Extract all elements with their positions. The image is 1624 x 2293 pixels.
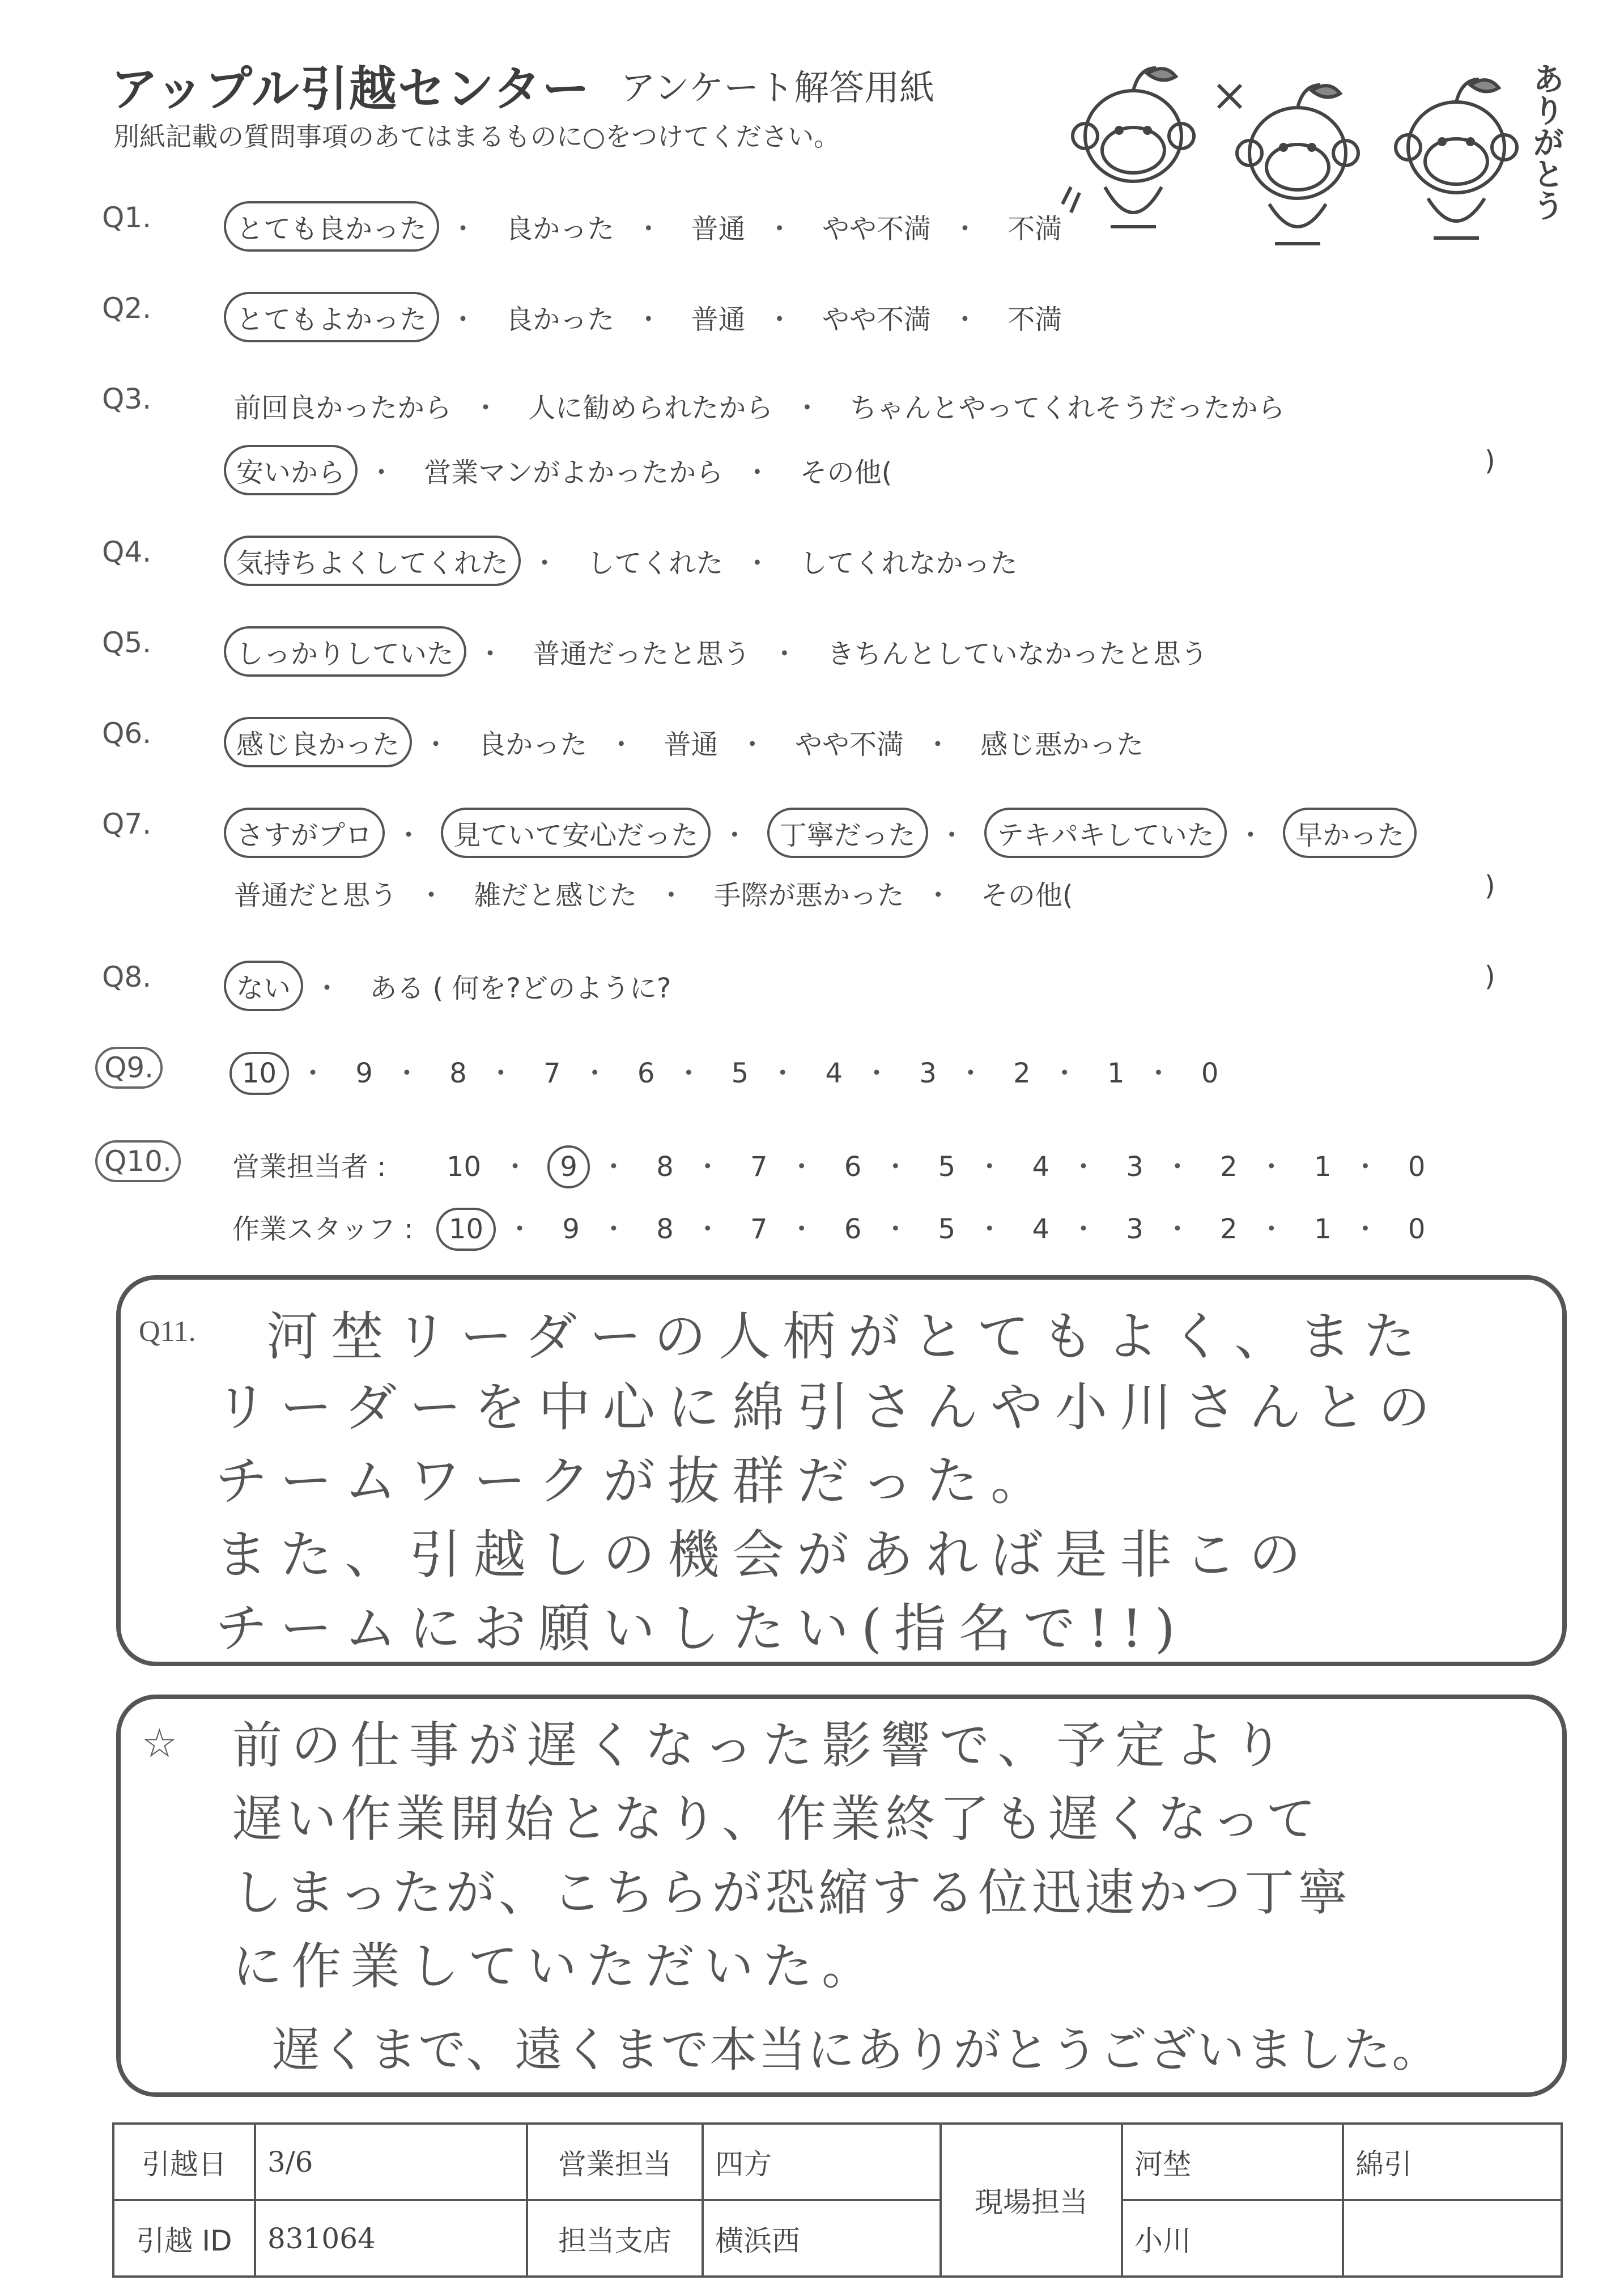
- question-q8: Q8. ない ・ ある ( 何を?どのように? ): [0, 961, 1624, 1012]
- move-info-table: [112, 2122, 1563, 2278]
- score-option[interactable]: 6: [637, 1058, 655, 1089]
- other-close-paren: ): [1485, 961, 1495, 992]
- question-q7-line2: 普通だと思う ・ 雑だと感じた ・ 手際が悪かった ・ その他( ): [0, 870, 1624, 921]
- instruction-text: 別紙記載の質問事項のあてはまるものに○をつけてください。: [113, 121, 840, 152]
- score-option[interactable]: 3: [919, 1058, 937, 1089]
- q11-comment-line: リーダーを中心に綿引さんや小川さんとの: [215, 1377, 1443, 1438]
- score-option[interactable]: 8: [656, 1213, 674, 1245]
- option-selected[interactable]: テキパキしていた: [984, 808, 1227, 858]
- option[interactable]: 手際が悪かった: [713, 880, 904, 911]
- q11-label: Q11.: [139, 1315, 196, 1348]
- site-staff-label: 現場担当: [941, 2124, 1122, 2277]
- question-q6: Q6. 感じ良かった ・ 良かった ・ 普通 ・ やや不満 ・ 感じ悪かった: [0, 717, 1624, 768]
- option[interactable]: 普通: [664, 729, 719, 761]
- score-option[interactable]: 9: [355, 1058, 373, 1089]
- score-option[interactable]: 4: [1032, 1151, 1050, 1183]
- question-q2: Q2. とてもよかった ・ 良かった ・ 普通 ・ やや不満 ・ 不満: [0, 292, 1624, 343]
- option[interactable]: 前回良かったから: [234, 392, 452, 424]
- question-label: Q8.: [102, 961, 152, 993]
- score-option[interactable]: 3: [1126, 1151, 1143, 1183]
- score-option[interactable]: 0: [1408, 1151, 1426, 1183]
- move-id-label: 引越 ID: [113, 2200, 255, 2277]
- option[interactable]: してくれた: [587, 547, 724, 579]
- option[interactable]: きちんとしていなかったと思う: [827, 638, 1208, 670]
- sales-rep-label: 営業担当: [527, 2124, 703, 2200]
- question-label: Q7.: [102, 808, 152, 840]
- question-label: Q10.: [95, 1140, 181, 1182]
- score-option[interactable]: 3: [1126, 1213, 1143, 1245]
- brand-title: アップル引越センター: [110, 61, 591, 117]
- score-option[interactable]: 7: [750, 1151, 768, 1183]
- option-selected[interactable]: 早かった: [1283, 808, 1417, 858]
- option[interactable]: やや不満: [822, 304, 931, 336]
- score-option[interactable]: 5: [938, 1151, 956, 1183]
- option-selected[interactable]: しっかりしていた: [224, 626, 466, 677]
- option[interactable]: 人に勧められたから: [528, 392, 773, 424]
- score-option[interactable]: 2: [1013, 1058, 1031, 1089]
- option[interactable]: 感じ悪かった: [980, 729, 1144, 761]
- score-option-selected[interactable]: 9: [547, 1145, 590, 1188]
- score-option[interactable]: 6: [844, 1151, 862, 1183]
- option[interactable]: 普通だと思う: [234, 880, 398, 911]
- mascot-thanks-text: ありがとう: [1528, 62, 1565, 221]
- option-selected[interactable]: 気持ちよくしてくれた: [224, 536, 521, 586]
- option[interactable]: 不満: [1007, 304, 1062, 336]
- staff-rating-label: 作業スタッフ :: [232, 1213, 414, 1245]
- score-option[interactable]: 4: [825, 1058, 843, 1089]
- form-title: アンケート解答用紙: [620, 67, 935, 108]
- q11-comment-line: 河埜リーダーの人柄がとてもよく、また: [266, 1306, 1429, 1367]
- option[interactable]: 不満: [1007, 213, 1062, 245]
- option[interactable]: 良かった: [505, 213, 615, 245]
- option[interactable]: ちゃんとやってくれそうだったから: [849, 392, 1285, 424]
- score-option[interactable]: 8: [656, 1151, 674, 1183]
- move-date-value[interactable]: 3/6: [255, 2124, 527, 2200]
- site-staff-value[interactable]: [1343, 2200, 1562, 2277]
- option[interactable]: 普通だったと思う: [533, 638, 751, 670]
- q11-comment-line: チームワークが抜群だった。: [215, 1451, 1056, 1511]
- move-id-value[interactable]: 831064: [255, 2200, 527, 2277]
- question-label: Q2.: [102, 292, 152, 325]
- option[interactable]: ある ( 何を?どのように?: [369, 973, 671, 1004]
- site-staff-value[interactable]: 小川: [1122, 2200, 1343, 2277]
- option[interactable]: 良かった: [505, 304, 615, 336]
- option-other[interactable]: その他(: [800, 457, 892, 489]
- question-label: Q1.: [102, 201, 152, 234]
- question-label: Q4.: [102, 536, 152, 568]
- extra-comment-line: 前の仕事が遅くなった影響で、予定より: [232, 1716, 1293, 1774]
- option-other[interactable]: その他(: [980, 880, 1073, 911]
- option-selected[interactable]: とてもよかった: [224, 292, 439, 342]
- move-date-label: 引越日: [113, 2124, 255, 2200]
- question-label: Q9.: [95, 1047, 163, 1089]
- score-option[interactable]: 1: [1313, 1151, 1332, 1183]
- option-selected[interactable]: 丁寧だった: [767, 808, 928, 858]
- site-staff-value[interactable]: 綿引: [1343, 2124, 1562, 2200]
- option[interactable]: 普通: [691, 304, 746, 336]
- score-option[interactable]: 2: [1220, 1213, 1238, 1245]
- site-staff-value[interactable]: 河埜: [1122, 2124, 1343, 2200]
- question-q3-line2: 安いから ・ 営業マンがよかったから ・ その他( ): [0, 445, 1624, 496]
- option[interactable]: やや不満: [794, 729, 904, 761]
- extra-comment-line: に作業していただいた。: [232, 1937, 881, 1995]
- option-selected[interactable]: ない: [224, 961, 303, 1011]
- extra-comment-line: 遅い作業開始となり、作業終了も遅くなって: [232, 1790, 1321, 1848]
- option[interactable]: 普通: [691, 213, 746, 245]
- option-selected[interactable]: さすがプロ: [224, 808, 385, 858]
- question-label: Q6.: [102, 717, 152, 750]
- question-label: Q3.: [102, 383, 152, 415]
- branch-label: 担当支店: [527, 2200, 703, 2277]
- score-option[interactable]: 5: [731, 1058, 749, 1089]
- question-q3: Q3. 前回良かったから ・ 人に勧められたから ・ ちゃんとやってくれそうだったから: [0, 383, 1624, 434]
- option-selected[interactable]: とても良かった: [224, 201, 439, 252]
- question-q1: Q1. とても良かった ・ 良かった ・ 普通 ・ やや不満 ・ 不満: [0, 201, 1624, 252]
- branch-value[interactable]: 横浜西: [703, 2200, 941, 2277]
- score-option[interactable]: 8: [449, 1058, 467, 1089]
- question-q4: Q4. 気持ちよくしてくれた ・ してくれた ・ してくれなかった: [0, 536, 1624, 587]
- score-option[interactable]: 6: [844, 1213, 862, 1245]
- score-option[interactable]: 0: [1201, 1058, 1219, 1089]
- score-option[interactable]: 2: [1220, 1151, 1238, 1183]
- sales-rep-rating-label: 営業担当者 :: [232, 1151, 386, 1183]
- score-option[interactable]: 4: [1032, 1213, 1050, 1245]
- star-icon: ☆: [142, 1720, 177, 1767]
- score-option[interactable]: 0: [1408, 1213, 1426, 1245]
- score-option[interactable]: 7: [543, 1058, 561, 1089]
- other-close-paren: ): [1485, 445, 1495, 477]
- score-option[interactable]: 5: [938, 1213, 956, 1245]
- option[interactable]: 雑だと感じた: [474, 880, 637, 911]
- option-selected[interactable]: 安いから: [224, 445, 358, 495]
- extra-comment-line: 遅くまで、遠くまで本当にありがとうございました。: [272, 2022, 1441, 2078]
- score-option[interactable]: 9: [562, 1213, 580, 1245]
- score-option-selected[interactable]: 10: [229, 1052, 289, 1095]
- q11-comment-line: また、引越しの機会があれば是非この: [215, 1525, 1314, 1585]
- option[interactable]: してくれなかった: [800, 547, 1018, 579]
- option[interactable]: 良かった: [478, 729, 588, 761]
- question-q9: Q9. 10 ・ 9 ・ 8 ・ 7 ・ 6 ・ 5 ・ 4 ・ 3 ・ 2 ・ 1 ・ 0: [0, 1051, 1624, 1102]
- score-option[interactable]: 7: [750, 1213, 768, 1245]
- q11-comment-line: チームにお願いしたい(指名で!!): [215, 1598, 1188, 1659]
- option-selected[interactable]: 感じ良かった: [224, 717, 412, 767]
- question-q10-staff: 作業スタッフ : 10 ・ 9 ・ 8 ・ 7 ・ 6 ・ 5 ・ 4 ・ 3 ・ 2 ・ 1 ・ 0: [0, 1207, 1624, 1258]
- sales-rep-value[interactable]: 四方: [703, 2124, 941, 2200]
- other-close-paren: ): [1485, 870, 1495, 902]
- score-option[interactable]: 1: [1313, 1213, 1332, 1245]
- question-q7: Q7. さすがプロ ・ 見ていて安心だった ・ 丁寧だった ・ テキパキしていた ・ 早かった: [0, 808, 1624, 859]
- score-option[interactable]: 1: [1107, 1058, 1125, 1089]
- score-option[interactable]: 10: [447, 1151, 482, 1183]
- question-label: Q5.: [102, 626, 152, 659]
- question-q5: Q5. しっかりしていた ・ 普通だったと思う ・ きちんとしていなかったと思う: [0, 626, 1624, 677]
- option[interactable]: やや不満: [822, 213, 931, 245]
- extra-comment-line: しまったが、こちらが恐縮する位迅速かつ丁寧: [232, 1863, 1351, 1922]
- score-option-selected[interactable]: 10: [436, 1208, 496, 1251]
- option-selected[interactable]: 見ていて安心だった: [441, 808, 711, 858]
- question-q10-sales: Q10. 営業担当者 : 10 ・ 9 ・ 8 ・ 7 ・ 6 ・ 5 ・ 4 ・ 3 ・ 2 ・ 1 ・ 0: [0, 1145, 1624, 1196]
- option[interactable]: 営業マンがよかったから: [424, 457, 724, 489]
